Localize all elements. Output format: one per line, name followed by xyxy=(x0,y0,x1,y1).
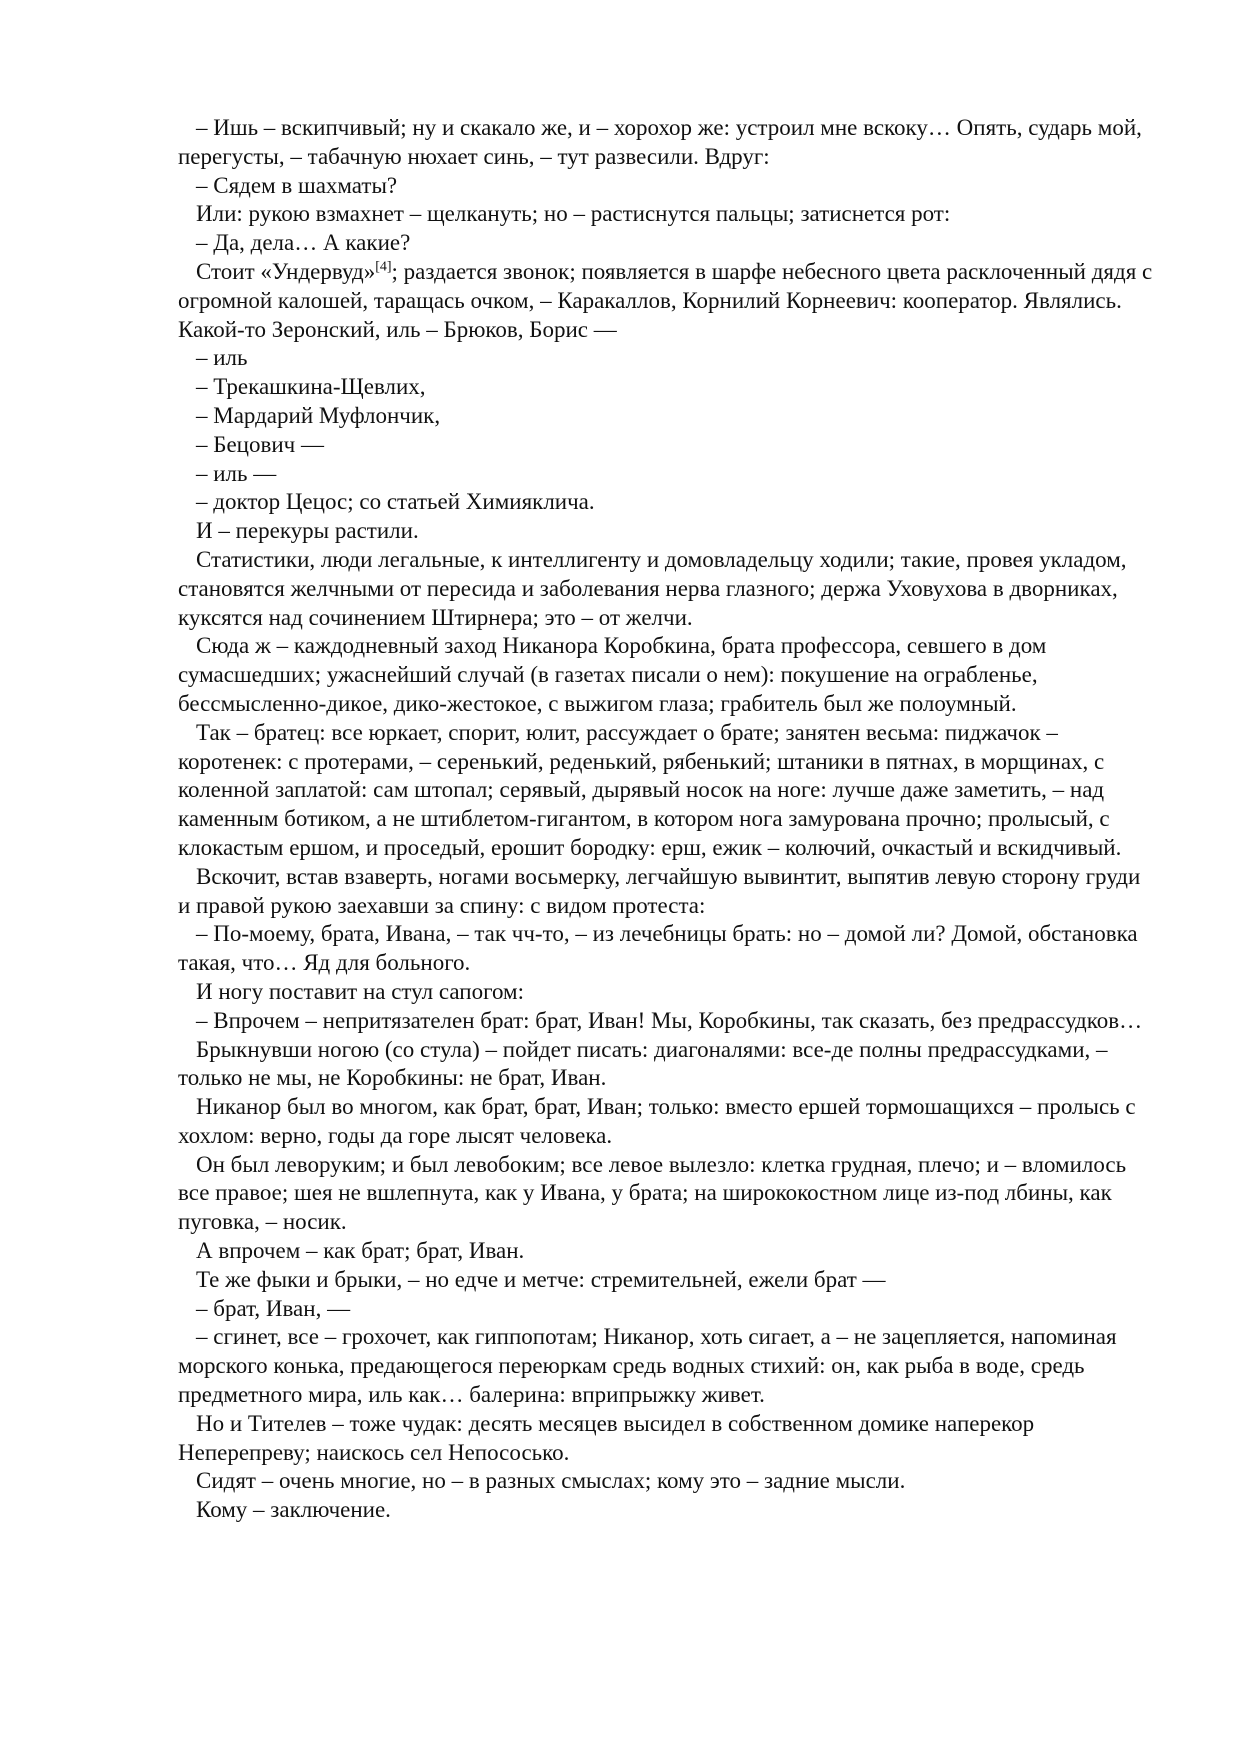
paragraph: – брат, Иван, — xyxy=(196,1295,351,1321)
paragraph: Или: рукою взмахнет – щелкануть; но – растиснутся пальцы; затиснется рот: xyxy=(196,201,951,227)
paragraph-text: Стоит «Ундервуд» xyxy=(196,258,376,284)
paragraph: Сюда ж – каждодневный заход Никанора Коробкина, брата профессора, севшего в дом сумасшедших; ужаснейший случай (в газетах писали о нем): покушение на ограбленье, бессмысленно-дикое, дико-жестокое, с выжигом глаза; грабитель был же полоумный. xyxy=(178,633,1047,716)
paragraph xyxy=(178,258,1158,344)
paragraph: – По-моему, брата, Ивана, – так чч-то, – из лечебницы брать: но – домой ли? Домой, обстановка такая, что… Яд для больного. xyxy=(178,921,1138,976)
paragraph: – доктор Цецос; со статьей Химияклича. xyxy=(196,489,595,515)
paragraph: – Да, дела… А какие? xyxy=(196,230,411,256)
paragraph: Вскочит, встав взаверть, ногами восьмерку, легчайшую вывинтит, выпятив левую сторону груди и правой рукою заехавши за спину: с видом протеста: xyxy=(178,863,1141,918)
paragraph-text: ; раздается звонок; появляется в шарфе небесного цвета расклоченный дядя с огромной калошей, таращась очком, – Каракаллов, Корнилий Корнеевич: кооператор. Являлись. Какой-то Зеронский, иль – Брюков, Борис — xyxy=(178,258,1153,342)
paragraph: Сидят – очень многие, но – в разных смыслах; кому это – задние мысли. xyxy=(196,1468,906,1494)
paragraph: – сгинет, все – грохочет, как гиппопотам; Никанор, хоть сигает, а – не зацепляется, напоминая морского конька, предающегося переюркам средь водных стихий: он, как рыба в воде, средь предметного мира, иль как… балерина: вприпрыжку живет. xyxy=(178,1324,1117,1408)
paragraph: А впрочем – как брат; брат, Иван. xyxy=(196,1238,525,1264)
paragraph: Никанор был во многом, как брат, брат, Иван; только: вместо ершей тормошащихся – пролысь с хохлом: верно, годы да горе лысят человека. xyxy=(178,1094,1136,1148)
paragraph: И ногу поставит на стул сапогом: xyxy=(196,978,524,1004)
paragraph: – Бецович — xyxy=(196,431,324,457)
paragraph: Но и Тителев – тоже чудак: десять месяцев высидел в собственном домике наперекор Неперепреву; наискось сел Непососько. xyxy=(178,1410,1035,1465)
paragraph: Так – братец: все юркает, спорит, юлит, рассуждает о брате; занятен весьма: пиджачок – коротенек: с протерами, – серенький, реденький, рябенький; штаники в пятнах, в морщинах, с коленной заплатой: сам штопал; серявый, дырявый носок на ноге: лучше даже заметить, – над каменным ботиком, а не штиблетом-гигантом, в котором нога замурована прочно; пролысый, с клокастым ершом, и проседый, ерошит бородку: ерш, ежик – колючий, очкастый и вскидчивый. xyxy=(178,719,1122,860)
paragraph: – Впрочем – непритязателен брат: брат, Иван! Мы, Коробкины, так сказать, без предрассудков… xyxy=(196,1007,1143,1033)
paragraph: – иль xyxy=(196,345,248,371)
paragraph: Кому – заключение. xyxy=(196,1497,391,1523)
paragraph: Он был леворуким; и был левобоким; все левое вылезло: клетка грудная, плечо; и – вломилось все правое; шея не вшлепнута, как у Ивана, у брата; на ширококостном лице из-под лбины, как пуговка, – носик. xyxy=(178,1151,1127,1235)
paragraph: – Трекашкина-Щевлих, xyxy=(196,374,426,400)
paragraph: И – перекуры растили. xyxy=(196,518,419,544)
paragraph: – Мардарий Муфлончик, xyxy=(196,402,441,428)
paragraph: Брыкнувши ногою (со стула) – пойдет писать: диагоналями: все-де полны предрассудками, – только не мы, не Коробкины: не брат, Иван. xyxy=(178,1036,1108,1091)
paragraph: – Ишь – вскипчивый; ну и скакало же, и – хорохор же: устроил мне вскоку… Опять, сударь мой, перегусты, – табачную нюхает синь, – тут развесили. Вдруг: xyxy=(178,115,1142,169)
document-page xyxy=(178,114,1158,1525)
footnote-ref[interactable]: [4] xyxy=(375,259,392,275)
paragraph: – Сядем в шахматы? xyxy=(196,172,398,198)
paragraph: – иль — xyxy=(196,460,277,486)
paragraph: Те же фыки и брыки, – но едче и метче: стремительней, ежели брат — xyxy=(196,1266,886,1292)
paragraph: Статистики, люди легальные, к интеллигенту и домовладельцу ходили; такие, провея укладом, становятся желчными от пересида и заболевания нерва глазного; держа Уховухова в дворниках, куксятся над сочинением Штирнера; это – от желчи. xyxy=(178,546,1127,630)
